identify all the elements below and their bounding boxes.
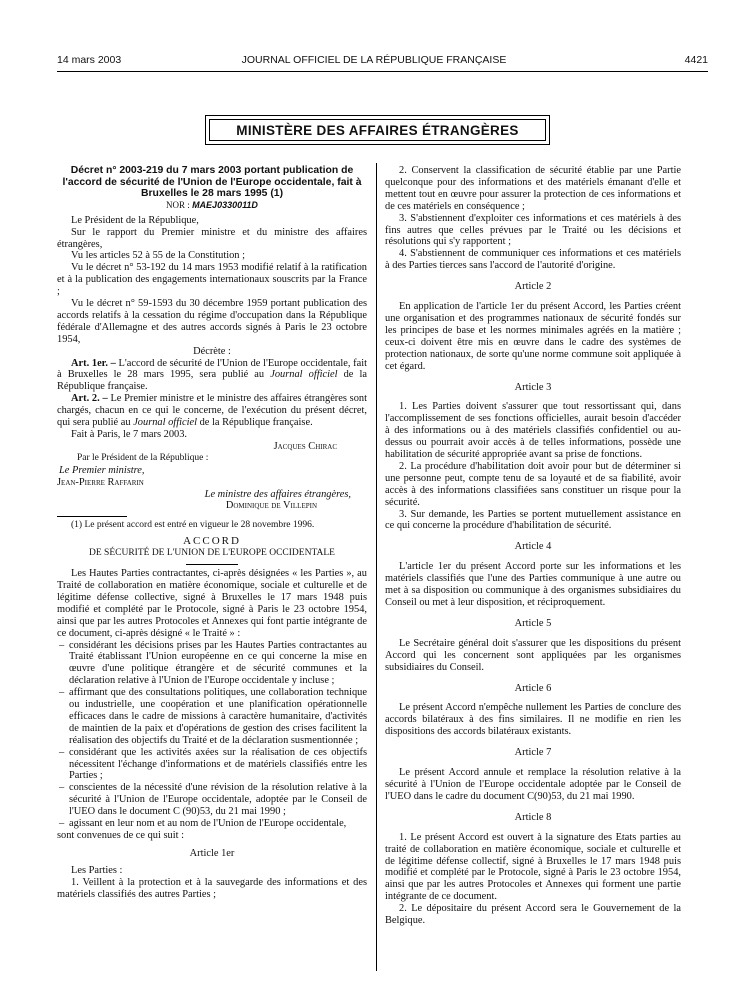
minister-signature: Dominique de Villepin xyxy=(225,500,317,512)
intro-paragraph: Vu le décret n° 53-192 du 14 mars 1953 modifié relatif à la ratification et à la publication des engagements internationaux souscrits par la France ; xyxy=(57,262,367,298)
article-5-text: Le Secrétaire général doit s'assurer que les dispositions du présent Accord qui les concernent sont appliquées par les organismes subsidiaires du Conseil. xyxy=(385,637,681,673)
accord-preamble: Les Hautes Parties contractantes, ci-après désignées « les Parties », au Traité de collaboration en matière économique, sociale et culturelle et de légitime défense collective, signé à Bruxelles le 17 mars 1948 puis modifié et complété par le Protocole, signé à Paris le 23 octobre 1954, ainsi que par les autres Protocoles et Annexes qui font partie intégrante de ce document, ci-après désigné « le Traité » : xyxy=(57,568,367,639)
article-8-heading: Article 8 xyxy=(514,811,552,823)
left-column xyxy=(57,165,367,901)
nor-reference: NOR : MAEJ0330011D xyxy=(166,199,258,210)
article-7-heading: Article 7 xyxy=(514,747,552,759)
decree-title: Décret n° 2003-219 du 7 mars 2003 portant publication de l'accord de sécurité de l'Union de l'Europe occidentale, fait à Bruxelles le 28 mars 1995 (1) xyxy=(62,165,362,200)
decree-article-1: Art. 1er. – L'accord de sécurité de l'Union de l'Europe occidentale, fait à Bruxelles le 28 mars 1995, sera publié au Journal officiel de la République française. xyxy=(57,357,367,393)
considerant-item: – agissant en leur nom et au nom de l'Union de l'Europe occidentale, xyxy=(57,818,367,830)
decree-article-2: Art. 2. – Le Premier ministre et le ministre des affaires étrangères sont chargés, chacun en ce qui le concerne, de l'exécution du présent décret, qui sera publié au Journal officiel de la République française. xyxy=(57,393,367,429)
considerant-item: – conscientes de la nécessité d'une révision de la résolution relative à la sécurité à l'Union de l'Europe occidentale, adoptée par le Conseil de l'UEO dans le document C (90)53, du 21 mai 1990 ; xyxy=(57,782,367,818)
article-1-item: 3. S'abstiennent d'exploiter ces informations et ces matériels à des fins autres que celles prévues par le Traité ou les décisions et résolutions qui s'y rapportent ; xyxy=(385,212,681,248)
considerant-item: – affirmant que des consultations politiques, une collaboration technique ou industrielle, une coopération et une planification opérationnelle efficaces dans le cadre de missions à caractère humanitaire, d'activités de maintien de la paix et d'opérations de gestion des crises facilitent la réalisation des objectifs du Traité et de la déclaration susmentionnée ; xyxy=(57,687,367,747)
footnote: (1) Le présent accord est entré en vigueur le 28 novembre 1996. xyxy=(71,520,315,531)
par-president: Par le Président de la République : xyxy=(77,452,209,463)
intro-paragraph: Vu les articles 52 à 55 de la Constitution ; xyxy=(71,250,245,262)
header-date: 14 mars 2003 xyxy=(57,54,122,66)
minister-title: Le ministre des affaires étrangères, xyxy=(204,488,351,500)
article-3-item: 3. Sur demande, les Parties se portent mutuellement assistance en ce qui concerne la procédure d'habilitation de sécurité. xyxy=(385,508,681,532)
decrete-label: Décrète : xyxy=(193,345,231,357)
article-1-item: 4. S'abstiennent de communiquer ces informations et ces matériels à des Parties tierces sans l'accord de l'autorité d'origine. xyxy=(385,248,681,272)
intro-paragraph: Vu le décret n° 59-1593 du 30 décembre 1959 portant publication des accords relatifs à la cessation du régime d'occupation dans la République fédérale d'Allemagne et des autres accords signés à Paris le 23 octobre 1954, xyxy=(57,298,367,345)
article-4-heading: Article 4 xyxy=(514,541,552,553)
article-8-item: 1. Le présent Accord est ouvert à la signature des Etats parties au traité de collaboration en matière économique, sociale et culturelle et de légitime défense collectif, signé à Bruxelles le 17 mars 1948 puis modifié et complété par le Protocole, signé à Paris le 23 octobre 1954, ainsi que par les autres Protocoles et Annexes qui forment une partie intégrante de ce document. xyxy=(385,831,681,903)
article-1-intro: Les Parties : xyxy=(71,864,123,876)
page-number: 4421 xyxy=(684,54,708,66)
article-1-item: 1. Veillent à la protection et à la sauvegarde des informations et des matériels classifiés des autres Parties ; xyxy=(57,876,367,900)
article-3-item: 1. Les Parties doivent s'assurer que tout ressortissant qui, dans l'accomplissement de ses fonctions officielles, aurait besoin d'accéder à des informations ou à des matériels classifiés confidentiel ou au-dessus ou pourrait avoir accès à de telles informations, possède une habilitation de sécurité appropriée avant sa prise de fonctions. xyxy=(385,401,681,461)
accord-title: ACCORD xyxy=(183,535,241,548)
intro-paragraph: Le Président de la République, xyxy=(71,214,199,226)
journal-title: JOURNAL OFFICIEL DE LA RÉPUBLIQUE FRANÇAISE xyxy=(241,54,507,66)
pm-signature: Jean-Pierre Raffarin xyxy=(57,476,144,488)
article-8-item: 2. Le dépositaire du présent Accord sera le Gouvernement de la Belgique. xyxy=(385,903,681,927)
article-6-text: Le présent Accord n'empêche nullement les Parties de conclure des accords bilatéraux à des fins similaires. Il ne modifie en rien les dispositions des accords bilatéraux existants. xyxy=(385,702,681,738)
article-4-text: L'article 1er du présent Accord porte sur les informations et les matériels classifiés que l'une des Parties communique à une autre ou met à sa disposition ou communique à des organismes subsidiaires du Conseil ou met à leur disposition, et réciproquement. xyxy=(385,561,681,608)
header-rule xyxy=(57,71,708,72)
pm-title: Le Premier ministre, xyxy=(59,464,145,476)
considerant-item: – considérant que les activités axées sur la réalisation de ces objectifs nécessitent l'échange d'informations et de matériels classifiés entre les Parties ; xyxy=(57,747,367,783)
considerant-item: – considérant les décisions prises par les Hautes Parties contractantes au Traité établissant l'Union européenne en ce qui concerne la mise en œuvre d'une politique étrangère et de sécurité communes et la déclaration relative à l'Union de l'Europe occidentale y incluse ; xyxy=(57,640,367,688)
column-divider xyxy=(376,163,377,971)
president-signature: Jacques Chirac xyxy=(273,440,337,452)
article-2-heading: Article 2 xyxy=(514,281,552,293)
article-3-item: 2. La procédure d'habilitation doit avoir pour but de déterminer si une personne peut, compte tenu de sa loyauté et de sa fiabilité, avoir accès à des informations classifiées sans constituer un risque pour la sécurité. xyxy=(385,460,681,508)
article-1-heading: Article 1er xyxy=(189,847,235,859)
footnote-rule xyxy=(57,516,127,517)
article-2-text: En application de l'article 1er du présent Accord, les Parties créent une organisation et des programmes nationaux de sécurité fondés sur les principes de base et les normes minimales agréés en la matière ; ceux-ci doivent être mis en œuvre dans le cadre des systèmes de protection nationaux, de sorte qu'une norme commune soit appliquée à cet égard. xyxy=(385,301,681,372)
article-1-item: 2. Conservent la classification de sécurité établie par une Partie quelconque pour des informations et des matériels émanant d'elle et mettent tout en œuvre pour assurer la protection de ces informations et de ces matériels en conséquence ; xyxy=(385,165,681,212)
accord-subtitle: DE SÉCURITÉ DE L'UNION DE L'EUROPE OCCIDENTALE xyxy=(89,548,335,559)
article-7-text: Le présent Accord annule et remplace la résolution relative à la sécurité à l'Union de l'Europe occidentale adoptée par le Conseil de l'UEO dans le cadre du document C(90)53, du 21 mai 1990. xyxy=(385,767,681,802)
convenu-text: sont convenues de ce qui suit : xyxy=(57,830,184,841)
ministry-frame xyxy=(205,115,550,145)
ministry-heading: MINISTÈRE DES AFFAIRES ÉTRANGÈRES xyxy=(209,119,546,141)
fait-a-paris: Fait à Paris, le 7 mars 2003. xyxy=(71,429,188,440)
article-5-heading: Article 5 xyxy=(514,617,552,629)
article-3-heading: Article 3 xyxy=(514,381,552,393)
considerants-list xyxy=(57,640,367,831)
article-6-heading: Article 6 xyxy=(514,682,552,694)
accord-separator xyxy=(186,564,238,565)
right-column xyxy=(385,165,681,927)
intro-paragraph: Sur le rapport du Premier ministre et du ministre des affaires étrangères, xyxy=(57,226,367,250)
